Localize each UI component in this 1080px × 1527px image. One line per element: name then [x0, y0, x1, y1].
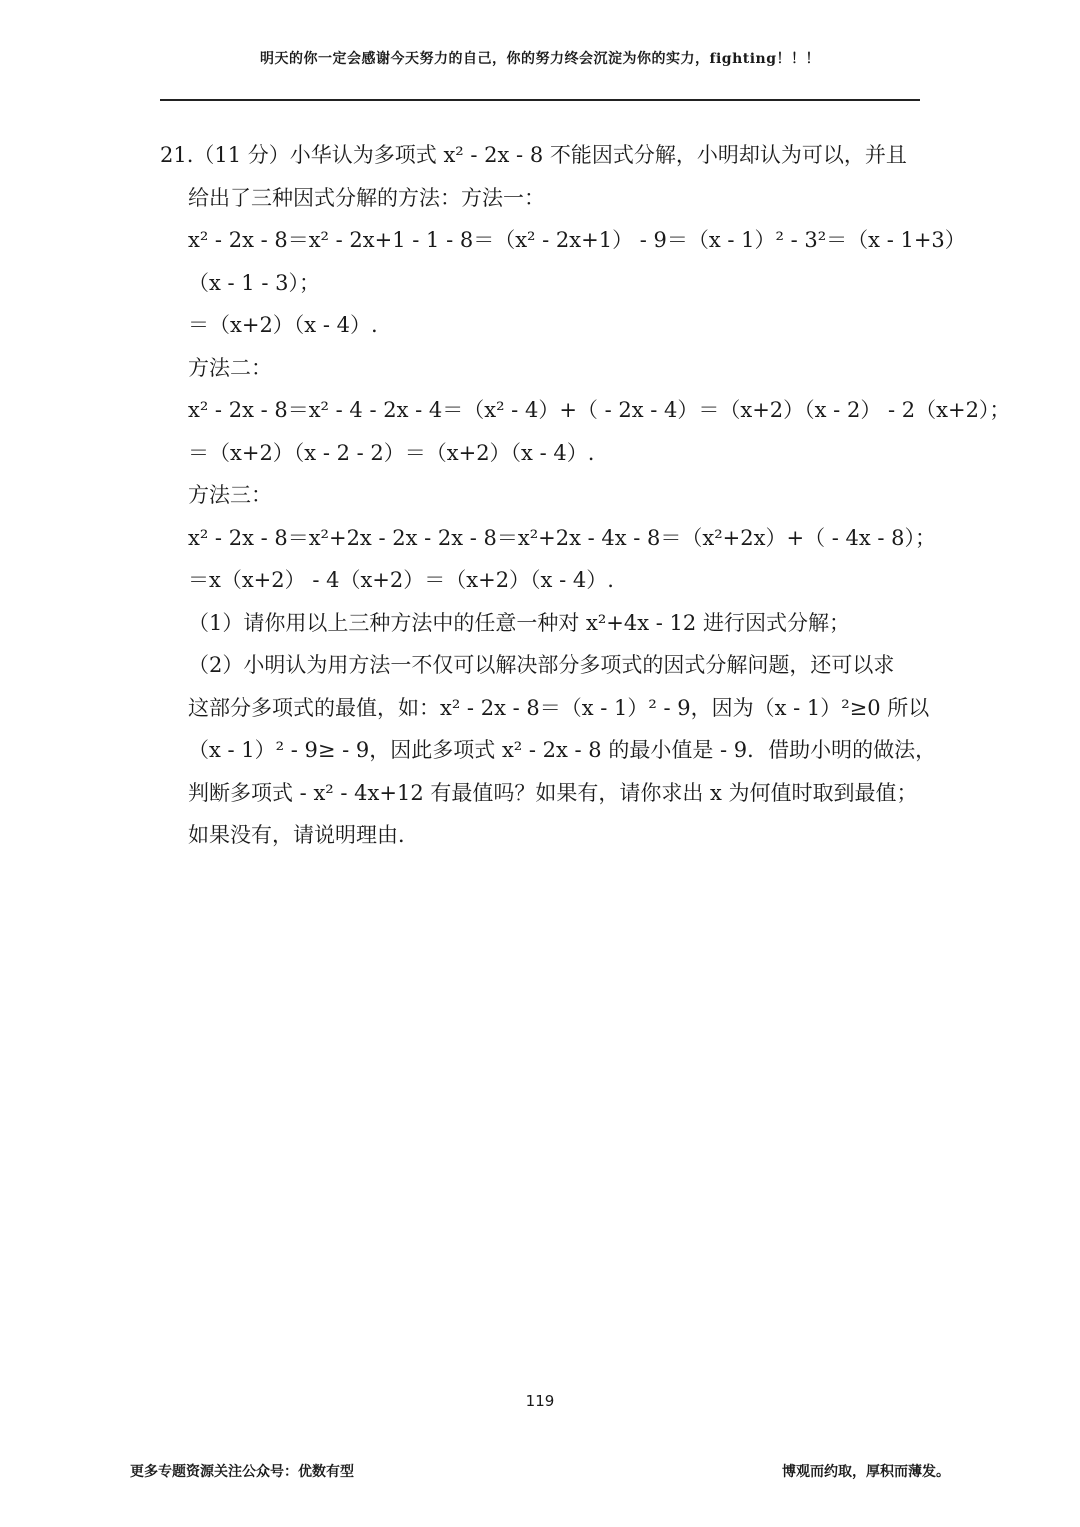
- question-2-line-4: 判断多项式 - x² - 4x+12 有最值吗？如果有，请你求出 x 为何值时取到最值；: [188, 780, 918, 805]
- method-3-heading: 方法三：: [188, 483, 272, 507]
- method-2-line-2: ＝（x+2）（x - 2 - 2）＝（x+2）（x - 4）.: [188, 440, 595, 465]
- question-2-line-3: （x - 1）² - 9≥ - 9，因此多项式 x² - 2x - 8 的最小值是 - 9．借助小明的做法，: [188, 738, 937, 762]
- question-2-line-2: 这部分多项式的最值，如：x² - 2x - 8＝（x - 1）² - 9，因为（x - 1）²≥0 所以: [188, 695, 930, 720]
- method-2-line-1: x² - 2x - 8＝x² - 4 - 2x - 4＝（x² - 4）+（ - 2x - 4）＝（x+2）（x - 2） - 2（x+2）；: [188, 398, 1011, 422]
- question-1: （1）请你用以上三种方法中的任意一种对 x²+4x - 12 进行因式分解；: [188, 610, 850, 635]
- problem-21: [160, 134, 1011, 857]
- page-number: 119: [525, 1392, 555, 1410]
- method-1-line-1: x² - 2x - 8＝x² - 2x+1 - 1 - 8＝（x² - 2x+1） - 9＝（x - 1）² - 3²＝（x - 1+3）: [188, 228, 966, 252]
- method-1-line-3: ＝（x+2）（x - 4）.: [188, 313, 378, 337]
- method-3-line-1: x² - 2x - 8＝x²+2x - 2x - 2x - 8＝x²+2x - 4x - 8＝（x²+2x）+（ - 4x - 8）；: [188, 525, 937, 550]
- header-divider: [160, 99, 920, 101]
- method-2-heading: 方法二：: [188, 355, 272, 380]
- question-2-line-1: （2）小明认为用方法一不仅可以解决部分多项式的因式分解问题，还可以求: [188, 653, 895, 677]
- method-3-line-2: ＝x（x+2） - 4（x+2）＝（x+2）（x - 4）.: [188, 568, 614, 592]
- header-motto: 明天的你一定会感谢今天努力的自己，你的努力终会沉淀为你的实力，fighting！！！: [259, 51, 821, 67]
- footer-right-motto: 博观而约取，厚积而薄发。: [782, 1464, 950, 1480]
- problem-statement-line-2: 给出了三种因式分解的方法：方法一：: [188, 185, 545, 210]
- question-2-line-5: 如果没有，请说明理由．: [188, 823, 419, 847]
- problem-statement-line-1: 21.（11 分）小华认为多项式 x² - 2x - 8 不能因式分解，小明却认为可以，并且: [160, 143, 907, 167]
- method-1-line-2: （x - 1 - 3）；: [188, 270, 320, 295]
- footer-left-note: 更多专题资源关注公众号：优数有型: [130, 1464, 354, 1480]
